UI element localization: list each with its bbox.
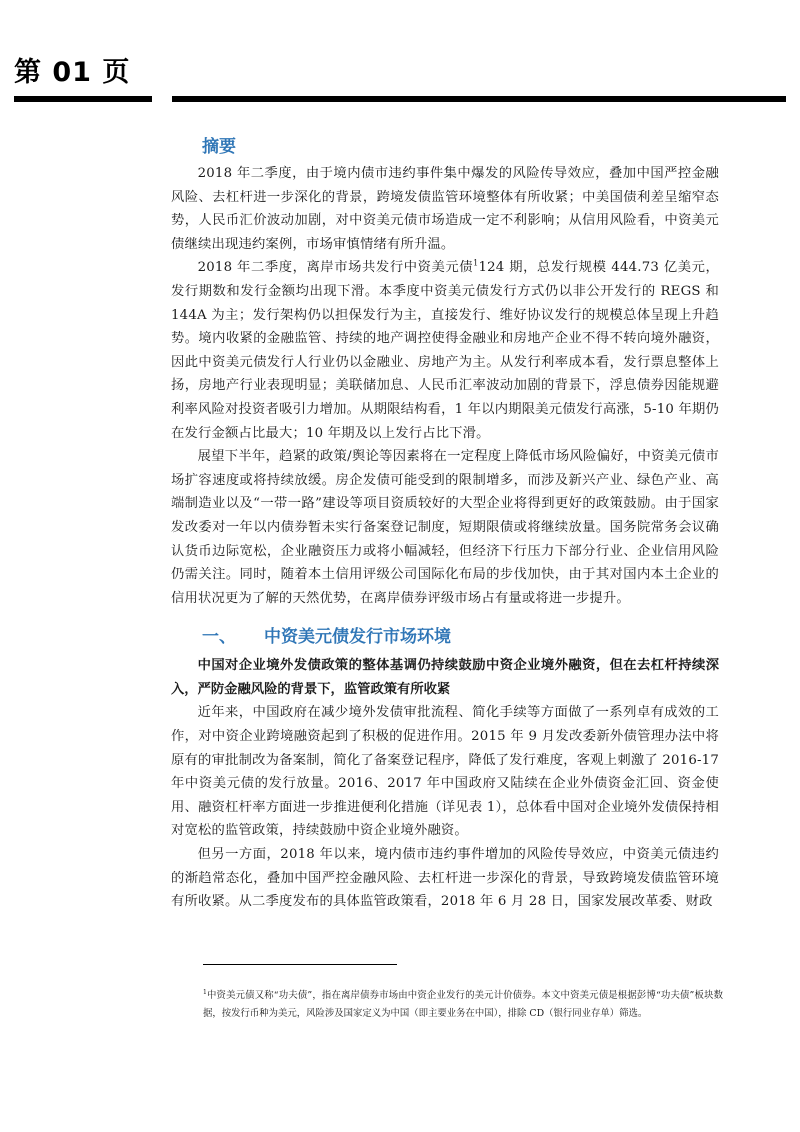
footnote-reference[interactable]: 1 (473, 258, 479, 268)
section-1-heading (202, 624, 719, 650)
summary-heading: 摘要 (202, 137, 236, 157)
section-1-lead: 中国对企业境外发债政策的整体基调仍持续鼓励中资企业境外融资，但在去杠杆持续深入，严防金融风险的背景下，监管政策有所收紧 (171, 658, 719, 697)
summary-paragraph-1: 2018 年二季度，由于境内债市违约事件集中爆发的风险传导效应，叠加中国严控金融风险、去杠杆进一步深化的背景，跨境发债监管环境整体有所收紧；中美国债利差呈缩窄态势，人民币汇价波动加剧，对中资美元债市场造成一定不利影响；从信用风险看，中资美元债继续出现违约案例，市场审慎情绪有所升温。 (171, 166, 719, 252)
summary-paragraph-2-start: 2018 年二季度，离岸市场共发行中资美元债 (197, 260, 474, 276)
section-1-title: 中资美元债发行市场环境 (264, 627, 451, 648)
document-body (171, 134, 719, 914)
footnote-separator (203, 964, 397, 965)
section-1-number: 一、 (202, 627, 236, 648)
header-rule-right (172, 96, 786, 102)
summary-paragraph-3: 展望下半年，趋紧的政策/舆论等因素将在一定程度上降低市场风险偏好，中资美元债市场扩容速度或将持续放缓。房企发债可能受到的限制增多，而涉及新兴产业、绿色产业、高端制造业以及“一带一路”建设等项目资质较好的大型企业将得到更好的政策鼓励。由于国家发改委对一年以内债券暂未实行备案登记制度，短期限债或将继续放量。国务院常务会议确认货币边际宽松，企业融资压力或将小幅减轻，但经济下行压力下部分行业、企业信用风险仍需关注。同时，随着本土信用评级公司国际化布局的步伐加快，由于其对国内本土企业的信用状况更为了解的天然优势，在离岸债券评级市场占有量或将进一步提升。 (171, 449, 719, 606)
summary-paragraph-2 (171, 256, 719, 445)
page-number-label: 第 01 页 (14, 57, 131, 88)
section-1-paragraph-1: 近年来，中国政府在减少境外发债审批流程、简化手续等方面做了一系列卓有成效的工作，对中资企业跨境融资起到了积极的促进作用。2015 年 9 月发改委新外债管理办法中将原有的审批制改为备案制，简化了备案登记程序，降低了发行难度，客观上刺激了 2016-17 年中资美元债的发行放量。2016、2017 年中国政府又陆续在企业外债资金汇回、资金使用、融资杠杆率方面进一步推进便利化措施（详见表 1），总体看中国对企业境外发债保持相对宽松的监管政策，持续鼓励中资企业境外融资。 (171, 705, 719, 839)
footnote-marker: 1 (203, 989, 207, 996)
footnote (203, 984, 723, 1023)
footnote-text: 中资美元债又称“功夫债”，指在离岸债券市场由中资企业发行的美元计价债券。本文中资美元债是根据彭博“功夫债”板块数据，按发行币种为美元，风险涉及国家定义为中国（即主要业务在中国），排除 CD（银行同业存单）筛选。 (203, 990, 723, 1020)
summary-paragraph-2-rest: 124 期，总发行规模 444.73 亿美元，发行期数和发行金额均出现下滑。本季度中资美元债发行方式仍以非公开发行的 REGS 和 144A 为主；发行架构仍以担保发行为主，直接发行、维好协议发行的规模总体呈现上升趋势。境内收紧的金融监管、持续的地产调控使得金融业和房地产企业不得不转向境外融资，因此中资美元债发行人行业仍以金融业、房地产为主。从发行利率成本看，发行票息整体上扬，房地产行业表现明显；美联储加息、人民币汇率波动加剧的背景下，浮息债券因能规避利率风险对投资者吸引力增加。从期限结构看，1 年以内期限美元债发行高涨，5-10 年期仍在发行金额占比最大；10 年期及以上发行占比下滑。 (171, 260, 719, 441)
header-rule-left (14, 96, 152, 102)
section-1-paragraph-2: 但另一方面，2018 年以来，境内债市违约事件增加的风险传导效应，中资美元债违约的渐趋常态化，叠加中国严控金融风险、去杠杆进一步深化的背景，导致跨境发债监管环境有所收紧。从二季度发布的具体监管政策看，2018 年 6 月 28 日，国家发展改革委、财政 (171, 847, 719, 910)
